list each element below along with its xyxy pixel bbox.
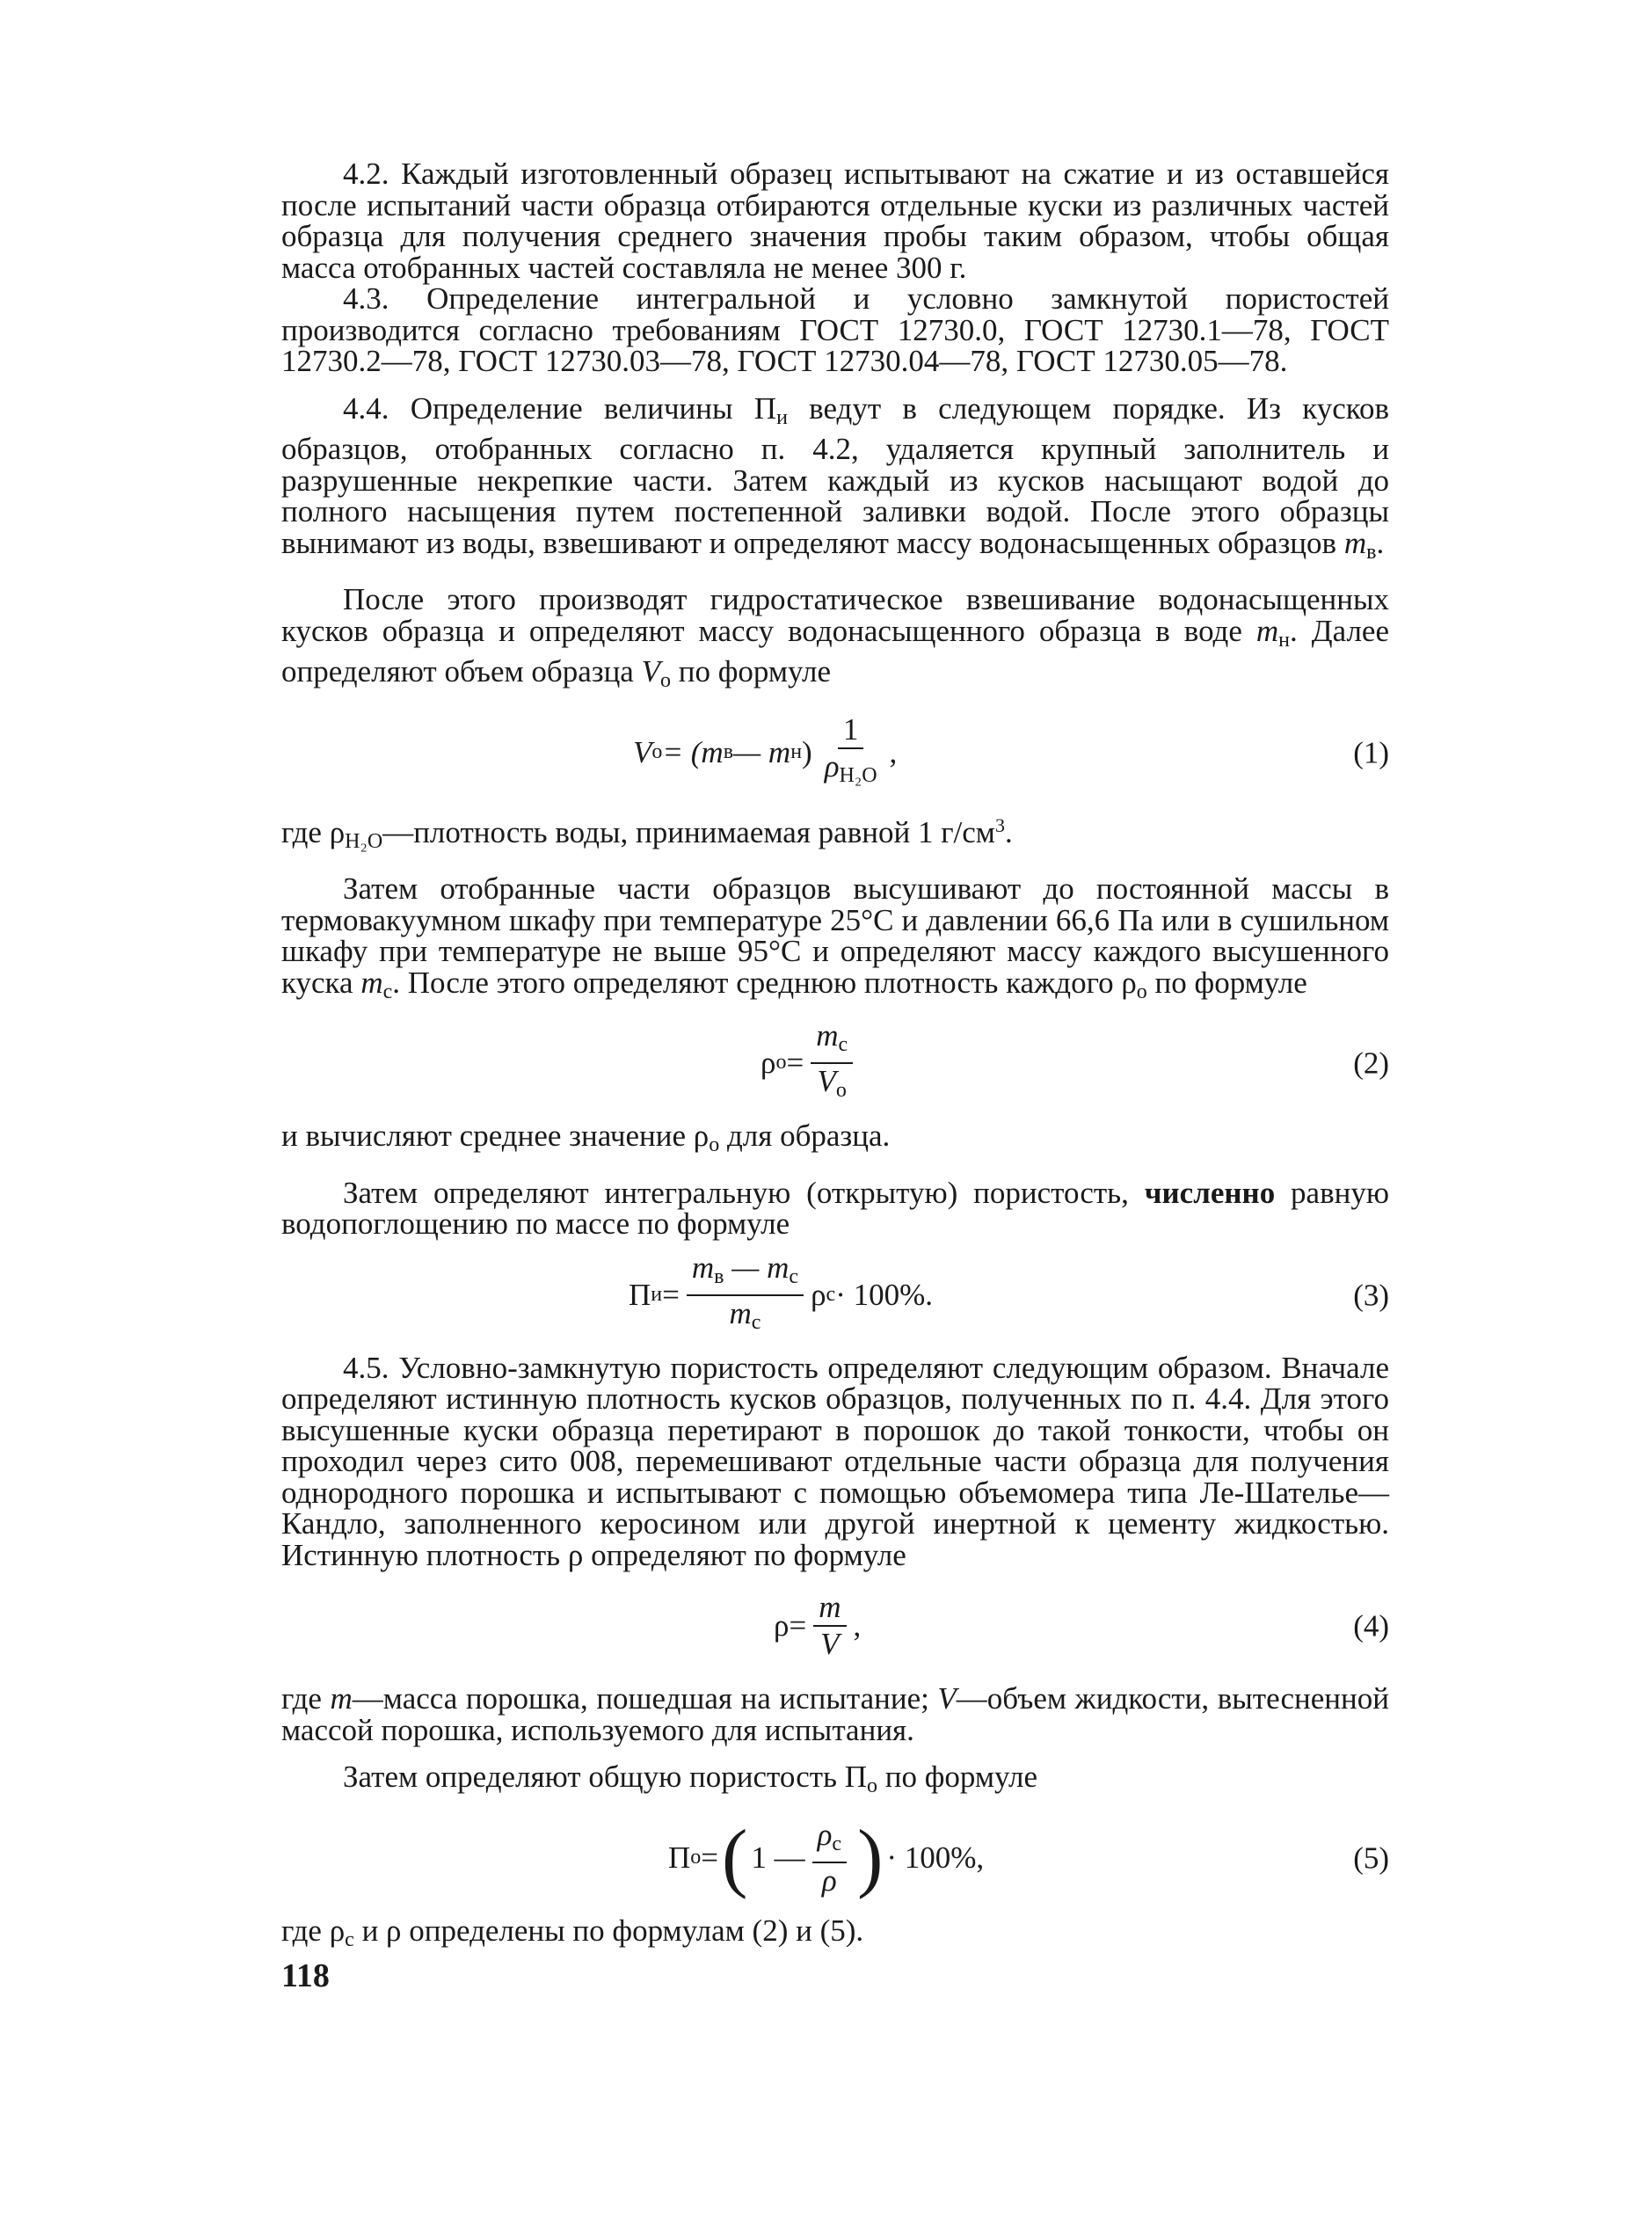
text-span: ведут в следующем порядке. Из кусков образцов, отобранных согласно п. 4.2, удаляется крупный заполнитель и разрушенные некрепкие части. Затем каждый из кусков насыщают водой до полного насыщения путем постепенной заливки водой. После этого образцы вынимают из воды, взвешивают и определяют массу водонасыщенных образцов <box>281 390 1390 560</box>
formula-symbol: — m <box>733 734 791 769</box>
right-parenthesis: ) <box>857 1814 884 1900</box>
paragraph-4-2: 4.2. Каждый изготовленный образец испытывают на сжатие и из оставшейся после испытаний части образца отбираются отдельные куски из различных частей образца для получения среднего значения пробы таким образом, чтобы общая масса отобранных частей составляла не менее 300 г. <box>281 157 1389 285</box>
equation-number: (4) <box>1353 1608 1389 1643</box>
formula-symbol: = <box>786 1046 804 1081</box>
paragraph-4-5: 4.5. Условно-замкнутую пористость определяют следующим образом. Вначале определяют истинную плотность кусков образцов, полученных по п. 4.4. Для этого высушенные куски образца перетирают в порошок до такой тонкости, чтобы он проходил через сито 008, перемешивают отдельные части образца для получения однородного порошка и испытывают с помощью объемомера типа Ле-Шателье—Кандло, заполненного керосином или другой инертной к цементу жидкостью. Истинную плотность ρ определяют по формуле <box>281 1350 1389 1572</box>
denominator <box>819 749 883 793</box>
numerator: 1 <box>838 712 864 749</box>
formula-symbol: ρ <box>817 1817 833 1852</box>
variable: m <box>1255 613 1279 648</box>
subscript: с <box>789 1264 799 1288</box>
text-span: После этого производят гидростатическое взвешивание водонасыщенных кусков образца и определяют массу водонасыщенного образца в воде <box>281 582 1389 648</box>
formula-5 <box>281 1810 1389 1906</box>
formula-symbol: ρ <box>824 748 840 783</box>
variable: m <box>330 1681 353 1716</box>
subscript: с <box>838 1033 848 1056</box>
formula-symbol: , <box>853 1608 862 1643</box>
formula-symbol: = (m <box>662 734 724 769</box>
formula-5-expression <box>668 1810 984 1906</box>
subscript: с <box>832 1832 842 1855</box>
formula-symbol: V <box>817 1064 836 1098</box>
subscript: в <box>714 1264 724 1288</box>
formula-1-expression <box>633 704 897 801</box>
formula-symbol: ρ <box>811 1277 826 1312</box>
formula-symbol: П <box>629 1277 651 1312</box>
formula-symbol: V <box>633 734 652 769</box>
text-span: где ρ <box>281 1913 346 1948</box>
denominator: ρ <box>821 1862 837 1898</box>
fraction <box>812 1818 847 1898</box>
paragraph-where-water <box>281 810 1389 858</box>
subscript: о <box>775 1051 787 1075</box>
subscript: о <box>1136 980 1147 1003</box>
subscript: с <box>826 1282 836 1306</box>
formula-symbol: = <box>662 1277 680 1312</box>
text-span: и вычисляют среднее значение ρ <box>281 1119 710 1153</box>
paragraph-4-4 <box>281 390 1390 569</box>
subscript: и <box>776 405 788 429</box>
subscript: с <box>751 1310 761 1334</box>
numerator <box>812 1818 847 1863</box>
text-span: —плотность воды, принимаемая равной 1 г/см <box>382 814 995 849</box>
subscript: H₂O <box>345 829 383 853</box>
text-span: . <box>1004 814 1013 849</box>
formula-symbol: m <box>816 1018 839 1053</box>
text-span: по формуле <box>1146 965 1307 1000</box>
text-span: . Далее определяют объем образца <box>281 613 1389 689</box>
page-number: 118 <box>281 1957 330 1994</box>
subscript: о <box>659 669 671 692</box>
formula-4 <box>281 1578 1389 1674</box>
subscript: и <box>651 1282 663 1306</box>
superscript: 3 <box>994 813 1005 836</box>
formula-symbol: 1 — <box>751 1840 805 1875</box>
paragraph-integral-porosity <box>281 1177 1389 1240</box>
formula-symbol: П <box>668 1840 691 1875</box>
formula-2 <box>281 1015 1389 1111</box>
text-span: где <box>281 1681 331 1716</box>
formula-symbol: = <box>701 1840 719 1875</box>
formula-symbol: — m <box>724 1250 790 1285</box>
subscript: о <box>690 1845 702 1869</box>
variable: V <box>641 654 660 689</box>
text-span: где ρ <box>281 814 346 849</box>
text-span: для образца. <box>719 1119 891 1153</box>
numerator: m <box>813 1590 846 1627</box>
formula-symbol: · 100%. <box>835 1277 933 1312</box>
variable: m <box>360 965 383 1000</box>
variable: m <box>1343 525 1367 560</box>
text-span: Затем отобранные части образцов высушивают до постоянной массы в термовакуумном шкафу при температуре 25°С и давлении 66,6 Па или в сушильном шкафу при температуре не выше 95°С и определяют массу каждого высушенного куска <box>281 871 1389 1000</box>
text-span: и ρ определены по формулам (2) и (5). <box>353 1913 864 1948</box>
numerator <box>811 1018 853 1064</box>
text-span: Затем определяют интегральную (открытую) пористость, <box>343 1175 1145 1210</box>
text-span: 4.4. Определение величины П <box>343 390 777 426</box>
text-span: . <box>1376 525 1385 560</box>
subscript: в <box>1366 540 1377 564</box>
subscript: о <box>867 1775 878 1797</box>
text-span: по формуле <box>670 654 831 689</box>
fraction <box>819 712 883 793</box>
formula-symbol: ρ <box>774 1608 790 1643</box>
subscript: н <box>1278 628 1291 652</box>
formula-symbol: = <box>789 1608 807 1643</box>
bold-word: численно <box>1144 1175 1276 1210</box>
formula-symbol: m <box>729 1295 752 1330</box>
left-parenthesis: ( <box>722 1814 748 1900</box>
text-span: —масса порошка, пошедшая на испытание; <box>352 1681 938 1716</box>
paragraph-where-defined <box>281 1915 1389 1957</box>
formula-3-expression <box>629 1247 933 1344</box>
equation-number: (2) <box>1353 1046 1389 1081</box>
subscript: в <box>723 740 734 763</box>
paragraph-where-mass <box>281 1683 1389 1745</box>
subscript: о <box>709 1133 720 1156</box>
formula-2-expression <box>761 1015 860 1111</box>
formula-3 <box>281 1247 1389 1344</box>
paragraph-hydrostatic <box>281 584 1389 697</box>
paragraph-drying <box>281 873 1389 1008</box>
fraction <box>813 1590 846 1662</box>
subscript: н <box>790 740 803 763</box>
equation-number: (1) <box>1353 734 1389 769</box>
subscript: с <box>382 980 393 1003</box>
text-span: —объем жидкости, вытесненной массой порошка, используемого для испытания. <box>281 1681 1389 1747</box>
document-page <box>281 158 1389 1993</box>
denominator <box>724 1296 767 1340</box>
paragraph-total-porosity <box>281 1761 1389 1803</box>
subscript: о <box>651 740 663 763</box>
text-span: . После этого определяют среднюю плотность каждого ρ <box>392 965 1137 1000</box>
formula-symbol: · 100%, <box>886 1840 985 1875</box>
formula-symbol: , <box>889 734 898 769</box>
fraction <box>687 1250 804 1340</box>
numerator <box>687 1250 804 1296</box>
formula-4-expression <box>774 1578 861 1674</box>
formula-symbol: ρ <box>761 1046 776 1081</box>
denominator <box>811 1064 851 1108</box>
formula-symbol: ) <box>802 734 812 769</box>
fraction <box>811 1018 853 1108</box>
subscript: с <box>345 1928 354 1951</box>
equation-number: (5) <box>1353 1840 1389 1875</box>
variable: V <box>937 1681 957 1716</box>
text-span: Затем определяют общую пористость П <box>343 1760 868 1794</box>
paragraph-4-3: 4.3. Определение интегральной и условно замкнутой пористостей производится согласно требованиям ГОСТ 12730.0, ГОСТ 12730.1—78, ГОСТ 12730.2—78, ГОСТ 12730.03—78, ГОСТ 12730.04—78, ГОСТ 12730.05—78. <box>281 281 1389 378</box>
equation-number: (3) <box>1353 1277 1389 1312</box>
denominator: V <box>820 1627 840 1661</box>
text-span: равную водопоглощению по массе по формуле <box>281 1175 1389 1241</box>
paragraph-average <box>281 1120 1389 1162</box>
formula-symbol: m <box>691 1250 715 1285</box>
text-span: по формуле <box>877 1760 1038 1794</box>
subscript: о <box>835 1079 847 1102</box>
subscript: H₂O <box>839 763 877 787</box>
formula-1 <box>281 704 1389 801</box>
